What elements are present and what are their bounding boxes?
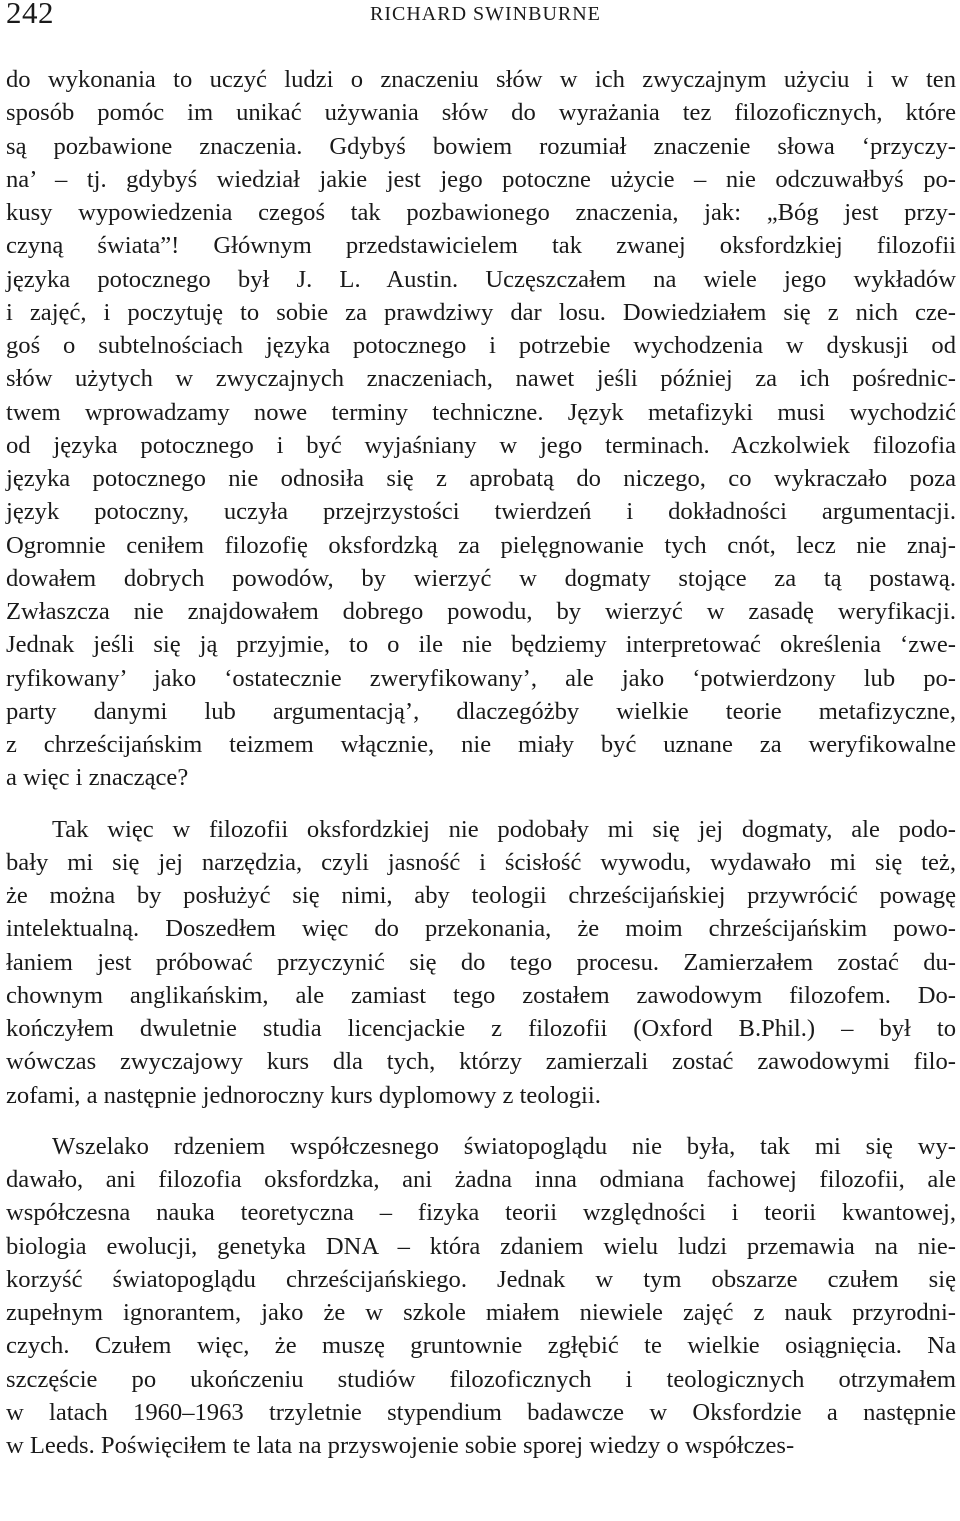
text-line: intelektualną. Doszedłem więc do przekonania, że moim chrześcijańskim powo- (6, 915, 956, 943)
text-line: czych. Czułem więc, że muszę gruntownie zgłębić te wielkie osiągnięcia. Na (6, 1332, 956, 1360)
page-header (0, 0, 960, 30)
text-line: słów użytych w zwyczajnych znaczeniach, nawet jeśli później za ich pośrednic- (6, 365, 956, 393)
text-line: w Leeds. Poświęciłem te lata na przyswojenie sobie sporej wiedzy o współczes- (6, 1432, 795, 1459)
text-line: Zwłaszcza nie znajdowałem dobrego powodu, by wierzyć w zasadę weryfikacji. (6, 598, 956, 625)
text-line: korzyść światopoglądu chrześcijańskiego. Jednak w tym obszarze czułem się (6, 1265, 956, 1293)
text-line: wówczas zwyczajowy kurs dla tych, którzy zamierzali zostać zawodowymi filo- (6, 1048, 956, 1076)
text-line: szczęście po ukończeniu studiów filozoficznych i teologicznych otrzymałem (6, 1365, 956, 1393)
text-line: łaniem jest próbować przyczynić się do tego procesu. Zamierzałem zostać du- (6, 948, 956, 976)
text-line: Jednak jeśli się ją przyjmie, to o ile nie będziemy interpretować określenia ‘zwe- (6, 631, 956, 659)
text-line: Tak więc w filozofii oksfordzkiej nie podobały mi się jej dogmaty, ale podo- (52, 815, 956, 843)
text-line: ryfikowany’ jako ‘ostatecznie zweryfikowany’, ale jako ‘potwierdzony lub po- (6, 664, 956, 692)
running-head: RICHARD SWINBURNE (370, 3, 601, 25)
text-line: chownym anglikańskim, ale zamiast tego zostałem zawodowym filozofem. Do- (6, 981, 956, 1009)
paragraph (6, 63, 956, 795)
text-line: a więc i znaczące? (6, 764, 189, 792)
text-line: goś o subtelnościach języka potocznego i potrzebie wychodzenia w dyskusji od (6, 332, 956, 359)
text-line: są pozbawione znaczenia. Gdybyś bowiem rozumiał znaczenie słowa ‘przyczy- (6, 132, 956, 160)
text-line: że można by posłużyć się nimi, aby teologii chrześcijańskiej przywrócić powagę (6, 882, 956, 909)
text-line: dowałem dobrych powodów, by wierzyć w dogmaty stojące za tą postawą. (6, 564, 956, 592)
text-line: bały mi się jej narzędzia, czyli jasność i ścisłość wywodu, wydawało mi się też, (6, 848, 956, 876)
text-line: w latach 1960–1963 trzyletnie stypendium badawcze w Oksfordzie a następnie (6, 1398, 956, 1426)
text-line: na’ – tj. gdybyś wiedział jakie jest jego potoczne użycie – nie odczuwałbyś po- (6, 165, 956, 193)
text-line: sposób pomóc im unikać używania słów do wyrażania tez filozoficznych, które (6, 99, 956, 127)
text-line: kończyłem dwuletnie studia licencjackie z filozofii (Oxford B.Phil.) – był to (6, 1015, 956, 1042)
text-line: języka potocznego nie odnosiła się z aprobatą do niczego, co wykraczało poza (6, 465, 956, 492)
text-line: party danymi lub argumentacją’, dlaczegóżby wielkie teorie metafizyczne, (6, 697, 956, 725)
page-number: 242 (6, 0, 54, 30)
text-line: zupełnym ignorantem, jako że w szkole miałem niewiele zajęć z nauk przyrodni- (6, 1299, 956, 1326)
text-line: od języka potocznego i być wyjaśniany w jego terminach. Aczkolwiek filozofia (6, 431, 956, 459)
text-line: kusy wypowiedzenia czegoś tak pozbawionego znaczenia, jak: „Bóg jest przy- (6, 199, 956, 226)
text-line: Wszelako rdzeniem współczesnego światopoglądu nie była, tak mi się wy- (52, 1132, 956, 1160)
text-line: z chrześcijańskim teizmem włącznie, nie miały być uznane za weryfikowalne (6, 731, 956, 758)
text-line: czyną świata”! Głównym przedstawicielem tak zwanej oksfordzkiej filozofii (6, 232, 956, 260)
text-line: twem wprowadzamy nowe terminy techniczne. Język metafizyki musi wychodzić (6, 398, 956, 426)
text-line: dawało, ani filozofia oksfordzka, ani żadna inna odmiana fachowej filozofii, ale (6, 1166, 956, 1193)
paragraph (6, 813, 956, 1112)
text-line: współczesna nauka teoretyczna – fizyka teorii względności i teorii kwantowej, (6, 1199, 956, 1227)
text-line: i zajęć, i poczytuję to sobie za prawdziwy dar losu. Dowiedziałem się z nich cze- (6, 298, 956, 326)
text-line: zofami, a następnie jednoroczny kurs dyplomowy z teologii. (6, 1081, 601, 1109)
body-text (6, 63, 956, 1462)
text-line: Ogromnie ceniłem filozofię oksfordzką za pielęgnowanie tych cnót, lecz nie znaj- (6, 531, 956, 559)
text-line: języka potocznego był J. L. Austin. Uczęszczałem na wiele jego wykładów (6, 265, 956, 293)
paragraph (6, 1130, 956, 1463)
text-line: do wykonania to uczyć ludzi o znaczeniu słów w ich zwyczajnym użyciu i w ten (6, 66, 956, 93)
text-line: biologia ewolucji, genetyka DNA – która zdaniem wielu ludzi przemawia na nie- (6, 1232, 956, 1260)
text-line: język potoczny, uczyła przejrzystości twierdzeń i dokładności argumentacji. (6, 498, 956, 526)
